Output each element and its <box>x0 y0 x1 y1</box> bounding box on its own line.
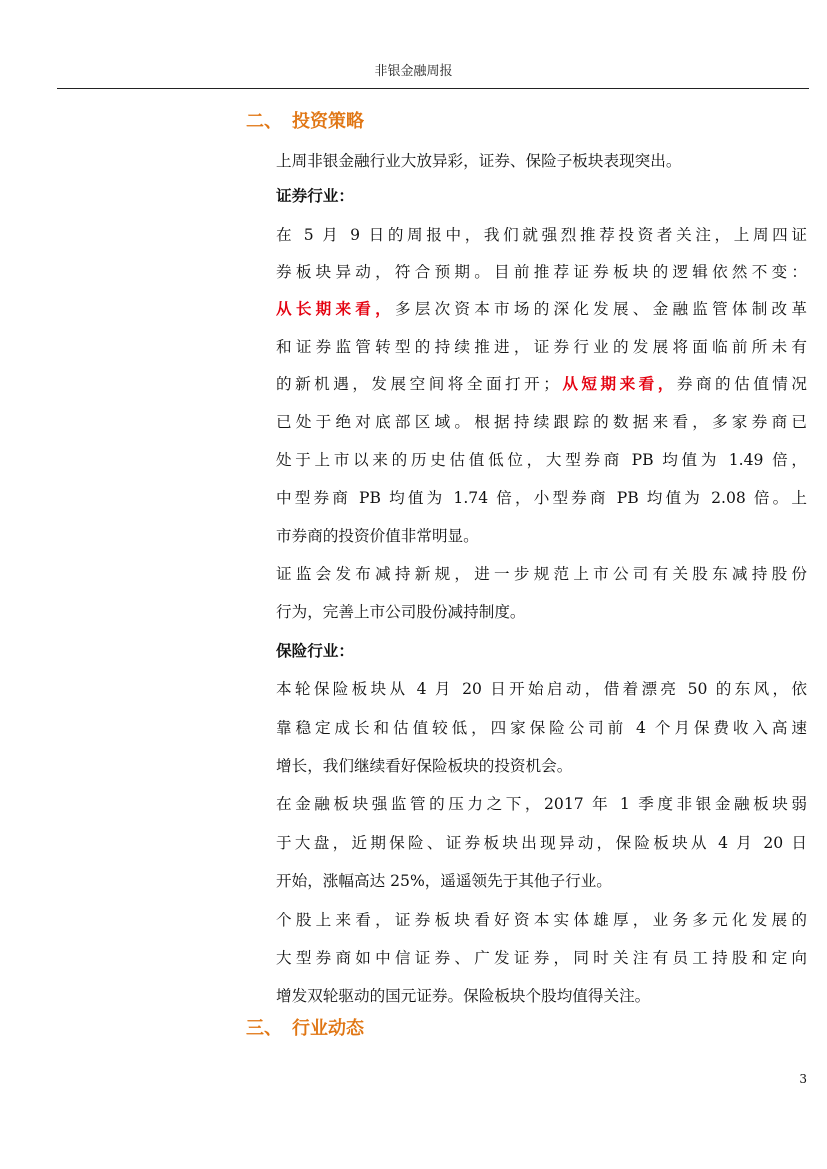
line-text: 券商的估值情况 <box>676 375 807 393</box>
securities-paragraph-line: 券板块异动，符合预期。目前推荐证券板块的逻辑依然不变： <box>276 263 807 281</box>
regulation-paragraph-line: 行为，完善上市公司股份减持制度。 <box>276 603 526 621</box>
stocks-paragraph-line: 增发双轮驱动的国元证券。保险板块个股均值得关注。 <box>276 987 651 1005</box>
regulation-paragraph-line: 证监会发布减持新规，进一步规范上市公司有关股东减持股份 <box>276 565 807 583</box>
securities-paragraph-line: 在 5 月 9 日的周报中，我们就强烈推荐投资者关注，上周四证 <box>276 226 807 244</box>
insurance-paragraph-line: 靠稳定成长和估值较低，四家保险公司前 4 个月保费收入高速 <box>276 719 807 737</box>
section-title: 行业动态 <box>292 1018 364 1039</box>
securities-paragraph-line: 中型券商 PB 均值为 1.74 倍，小型券商 PB 均值为 2.08 倍。上 <box>276 489 807 507</box>
insurance-paragraph-line: 增长，我们继续看好保险板块的投资机会。 <box>276 757 573 775</box>
securities-paragraph-line: 处于上市以来的历史估值低位，大型券商 PB 均值为 1.49 倍， <box>276 451 807 469</box>
securities-paragraph-line: 已处于绝对底部区域。根据持续跟踪的数据来看，多家券商已 <box>276 413 807 431</box>
section-title: 投资策略 <box>292 111 364 132</box>
stocks-paragraph-line: 个股上来看，证券板块看好资本实体雄厚，业务多元化发展的 <box>276 911 807 929</box>
securities-paragraph-line: 和证券监管转型的持续推进，证券行业的发展将面临前所未有 <box>276 338 807 356</box>
securities-paragraph-line <box>276 372 807 396</box>
intro-paragraph: 上周非银金融行业大放异彩，证券、保险子板块表现突出。 <box>276 152 682 170</box>
insurance-heading: 保险行业： <box>276 641 354 660</box>
section-number: 三、 <box>246 1018 282 1039</box>
securities-paragraph-line: 市券商的投资价值非常明显。 <box>276 527 479 545</box>
market-paragraph-line: 在金融板块强监管的压力之下，2017 年 1 季度非银金融板块弱 <box>276 795 807 813</box>
market-paragraph-line: 开始，涨幅高达 25%，遥遥领先于其他子行业。 <box>276 872 612 890</box>
page-header-title: 非银金融周报 <box>374 64 453 79</box>
short-term-highlight: 从短期来看， <box>558 374 677 393</box>
securities-heading: 证券行业： <box>276 186 354 205</box>
insurance-paragraph-line: 本轮保险板块从 4 月 20 日开始启动，借着漂亮 50 的东风，依 <box>276 680 807 698</box>
section-heading-strategy <box>246 110 364 134</box>
header-divider <box>57 88 809 89</box>
securities-paragraph-line <box>276 297 807 321</box>
line-text: 的新机遇，发展空间将全面打开； <box>276 375 559 393</box>
long-term-highlight: 从长期来看， <box>276 299 395 318</box>
line-text: 多层次资本市场的深化发展、金融监管体制改革 <box>394 300 807 318</box>
section-heading-dynamics <box>246 1017 364 1041</box>
stocks-paragraph-line: 大型券商如中信证券、广发证券，同时关注有员工持股和定向 <box>276 949 807 967</box>
page-number: 3 <box>799 1072 807 1086</box>
section-number: 二、 <box>246 111 282 132</box>
market-paragraph-line: 于大盘，近期保险、证券板块出现异动，保险板块从 4 月 20 日 <box>276 834 807 852</box>
